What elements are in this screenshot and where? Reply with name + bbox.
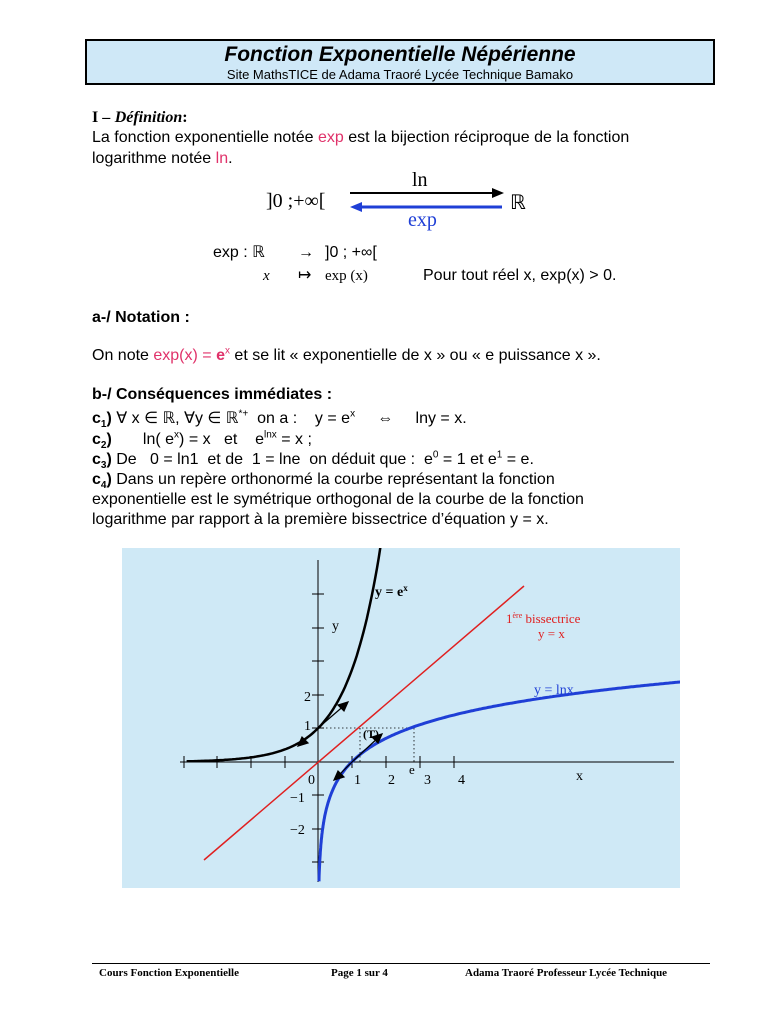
page-title: Fonction Exponentielle Népérienne — [224, 43, 576, 66]
y-tick-label-minus1: −1 — [290, 791, 305, 806]
notation-line — [92, 346, 601, 366]
c3-text: De 0 = ln1 et de 1 = lne on déduit que : e — [111, 451, 433, 468]
consequence-c2 — [92, 430, 312, 450]
c2-index: 2 — [100, 440, 107, 452]
c1-equivalence: ⇔ — [377, 410, 394, 427]
section-colon: : — [182, 109, 188, 126]
c3-index: 3 — [100, 460, 107, 472]
definition-line-2 — [92, 149, 233, 169]
c2-paren: ) — [106, 431, 112, 448]
mapping-row2-right: exp (x) — [325, 268, 368, 284]
tangent-label: (T) — [363, 727, 379, 741]
exp-arrowhead — [350, 202, 362, 212]
y-axis-label: y — [332, 619, 339, 634]
text: logarithme notée — [92, 150, 216, 167]
expx-notation: exp(x) = — [153, 347, 217, 364]
mapping-row1-left: exp : ℝ — [213, 244, 265, 261]
y-tick-label-minus2: −2 — [290, 823, 305, 838]
footer-right: Adama Traoré Professeur Lycée Technique — [465, 967, 668, 979]
origin-label: 0 — [308, 773, 315, 788]
consequence-c4 — [92, 470, 555, 490]
bisector-label: 1ère bissectrice — [506, 611, 581, 626]
mapping-row1-arrow: → — [298, 244, 314, 261]
ln-curve-label: y = lnx — [534, 683, 574, 698]
y-tick-label-2: 2 — [304, 690, 311, 705]
bijection-exp-label: exp — [408, 209, 437, 231]
mapping-row1-right: ]0 ; +∞[ — [325, 244, 377, 261]
c3-exponent-0: 0 — [432, 449, 439, 461]
c2-text: ln( e — [142, 431, 175, 448]
section-number: I – — [92, 109, 111, 126]
footer-rule — [92, 963, 710, 964]
exp-curve-label: $y = e^x$ — [375, 583, 408, 600]
consequences-heading: b-/ Conséquences immédiates : — [92, 386, 333, 403]
x-tick-label-1: 1 — [354, 773, 361, 788]
x-tick-label-3: 3 — [424, 773, 431, 788]
c2-exponent-lnx: lnx — [263, 429, 277, 441]
e-exponent: x — [224, 345, 230, 357]
c1-right: lny = x. — [415, 410, 467, 427]
c3-paren: ) — [106, 451, 112, 468]
bisector-equation: y = x — [538, 626, 565, 641]
c4-index: 4 — [100, 480, 107, 492]
definition-line-1 — [92, 128, 629, 148]
text: On note — [92, 347, 154, 364]
page-subtitle: Site MathsTICE de Adama Traoré Lycée Technique Bamako — [226, 67, 574, 82]
notation-heading: a-/ Notation : — [92, 309, 190, 326]
text: et se lit « exponentielle de x » ou « e puissance x ». — [229, 347, 601, 364]
c2-text: = x ; — [276, 431, 312, 448]
text: est la bijection réciproque de la fonction — [343, 129, 630, 146]
c1-quantifiers: ∀ x ∈ ℝ, ∀y ∈ ℝ — [116, 410, 239, 427]
y-tick-label-1: 1 — [304, 719, 311, 734]
exp-word: exp — [317, 129, 344, 146]
c1-exponent: x — [350, 408, 356, 420]
x-tick-label-2: 2 — [388, 773, 395, 788]
e-mark-label: e — [409, 762, 415, 777]
section-title: Définition — [114, 109, 183, 126]
c1-index: 1 — [100, 419, 107, 431]
c4-paren: ) — [106, 471, 112, 488]
c3-text: = e. — [502, 451, 534, 468]
c1-set-decoration: *+ — [238, 408, 249, 420]
c1-on-a: on a : — [257, 410, 298, 427]
c4-label: c — [92, 471, 101, 488]
mapping-note: Pour tout réel x, exp(x) > 0. — [423, 267, 617, 284]
c1-label: c — [92, 410, 101, 427]
bijection-arrows — [348, 186, 506, 214]
section-heading — [92, 108, 188, 128]
x-axis-label: x — [576, 769, 583, 784]
c1-paren: ) — [106, 410, 112, 427]
function-graph — [122, 548, 680, 888]
text: La fonction exponentielle notée — [92, 129, 318, 146]
c2-exponent: x — [174, 429, 180, 441]
ln-word: ln — [215, 150, 229, 167]
e-symbol: e — [216, 347, 225, 364]
x-tick-label-4: 4 — [458, 773, 465, 788]
consequence-c1 — [92, 409, 467, 429]
c4-line-2: exponentielle est le symétrique orthogonal de la courbe de la fonction — [92, 491, 584, 508]
bijection-ln-label: ln — [412, 169, 428, 191]
footer-page: Page 1 sur 4 — [331, 967, 388, 979]
c3-exponent-1: 1 — [496, 449, 503, 461]
footer-left: Cours Fonction Exponentielle — [99, 967, 239, 979]
c4-line-1: Dans un repère orthonormé la courbe représentant la fonction — [111, 471, 555, 488]
mapping-row2-arrow: ↦ — [298, 267, 312, 284]
c2-label: c — [92, 431, 101, 448]
bijection-domain: ]0 ;+∞[ — [266, 190, 326, 212]
bijection-codomain: ℝ — [510, 192, 526, 214]
c4-line-3: logarithme par rapport à la première bissectrice d’équation y = x. — [92, 511, 549, 528]
c3-label: c — [92, 451, 101, 468]
ln-arrowhead — [492, 188, 504, 198]
consequence-c3 — [92, 450, 534, 470]
mapping-row2-left: x — [263, 268, 270, 284]
c2-text: ) = x et e — [179, 431, 264, 448]
c3-text: = 1 et e — [438, 451, 497, 468]
title-box — [85, 39, 715, 85]
text: . — [228, 150, 233, 167]
c1-equation: y = e — [314, 410, 351, 427]
